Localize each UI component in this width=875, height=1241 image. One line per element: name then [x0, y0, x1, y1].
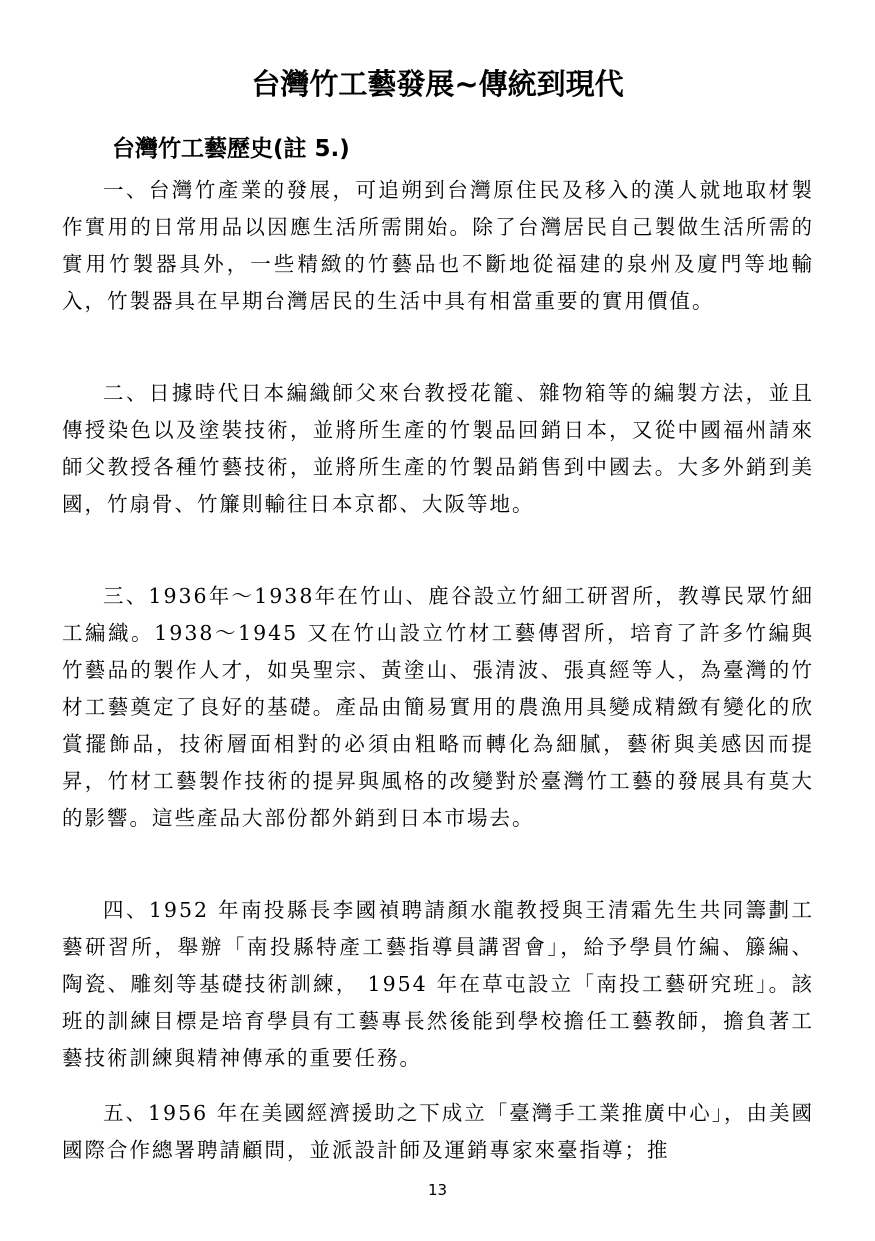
paragraph-2: 二、日據時代日本編織師父來台教授花籠、雜物箱等的編製方法，並且傳授染色以及塗裝技術，並將所生產的竹製品回銷日本，又從中國福州請來師父教授各種竹藝技術，並將所生產的竹製品銷售到中國去。大多外銷到美國，竹扇骨、竹簾則輸往日本京都、大阪等地。 — [62, 381, 814, 516]
paragraph-1: 一、台灣竹產業的發展，可追朔到台灣原住民及移入的漢人就地取材製作實用的日常用品以因應生活所需開始。除了台灣居民自己製做生活所需的實用竹製器具外，一些精緻的竹藝品也不斷地從福建的泉州及廈門等地輸入，竹製器具在早期台灣居民的生活中具有相當重要的實用價值。 — [62, 178, 814, 313]
paragraph-4: 四、1952 年南投縣長李國禎聘請顏水龍教授與王清霜先生共同籌劃工藝研習所，舉辦「南投縣特產工藝指導員講習會」，給予學員竹編、籐編、陶瓷、雕刻等基礎技術訓練， 1954 年在草屯設立「南投工藝研究班」。該班的訓練目標是培育學員有工藝專長然後能到學校擔任工藝教師，擔負著工藝技術訓練與精神傳承的重要任務。 — [62, 898, 814, 1070]
paragraph-5: 五、1956 年在美國經濟援助之下成立「臺灣手工業推廣中心」，由美國國際合作總署聘請顧問，並派設計師及運銷專家來臺指導；推 — [62, 1101, 814, 1162]
page-number: 13 — [427, 1181, 448, 1199]
section-heading: 台灣竹工藝歷史(註 5.) — [112, 136, 350, 162]
document-title: 台灣竹工藝發展~傳統到現代 — [251, 67, 624, 101]
paragraph-3: 三、1936年～1938年在竹山、鹿谷設立竹細工研習所，教導民眾竹細工編織。1938～1945 又在竹山設立竹材工藝傳習所，培育了許多竹編與竹藝品的製作人才，如吳聖宗、黃塗山、張清波、張真經等人，為臺灣的竹材工藝奠定了良好的基礎。產品由簡易實用的農漁用具變成精緻有變化的欣賞擺飾品，技術層面相對的必須由粗略而轉化為細膩，藝術與美感因而提昇，竹材工藝製作技術的提昇與風格的改變對於臺灣竹工藝的發展具有莫大的影響。這些產品大部份都外銷到日本市場去。 — [62, 584, 814, 830]
